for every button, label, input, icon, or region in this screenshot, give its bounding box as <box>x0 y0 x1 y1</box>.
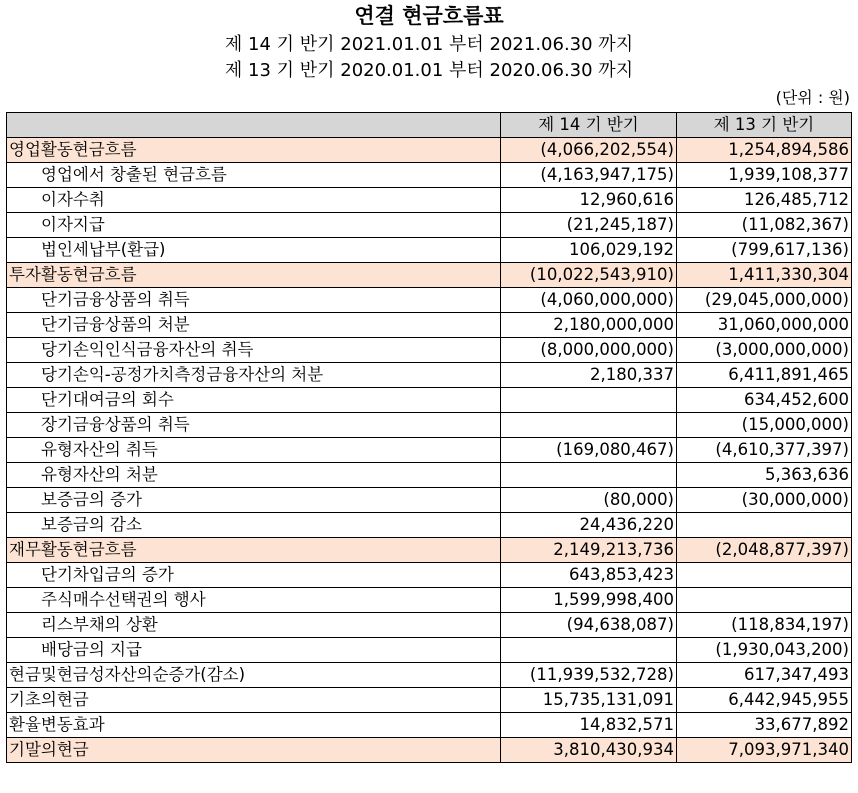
value-period-13: 31,060,000,000 <box>677 313 852 338</box>
row-label: 장기금융상품의 취득 <box>7 413 501 438</box>
row-label: 이자수취 <box>7 188 501 213</box>
table-row <box>7 238 852 263</box>
header-period-14: 제 14 기 반기 <box>501 113 677 138</box>
value-period-13: 33,677,892 <box>677 713 852 738</box>
value-period-13 <box>677 513 852 538</box>
table-body <box>7 138 852 763</box>
table-row <box>7 213 852 238</box>
value-period-14: (4,163,947,175) <box>501 163 677 188</box>
value-period-14: 24,436,220 <box>501 513 677 538</box>
header-period-13: 제 13 기 반기 <box>677 113 852 138</box>
value-period-14: (4,066,202,554) <box>501 138 677 163</box>
row-label: 기말의현금 <box>7 738 501 763</box>
table-row <box>7 638 852 663</box>
row-label: 보증금의 증가 <box>7 488 501 513</box>
row-label: 재무활동현금흐름 <box>7 538 501 563</box>
period-prior: 제 13 기 반기 2020.01.01 부터 2020.06.30 까지 <box>224 60 634 81</box>
period-current: 제 14 기 반기 2021.01.01 부터 2021.06.30 까지 <box>224 34 634 55</box>
row-label: 이자지급 <box>7 213 501 238</box>
row-label: 영업에서 창출된 현금흐름 <box>7 163 501 188</box>
value-period-14: 2,149,213,736 <box>501 538 677 563</box>
statement-title: 연결 현금흐름표 <box>354 4 504 28</box>
row-label: 보증금의 감소 <box>7 513 501 538</box>
value-period-14: 3,810,430,934 <box>501 738 677 763</box>
row-label: 단기대여금의 회수 <box>7 388 501 413</box>
row-label: 당기손익-공정가치측정금융자산의 처분 <box>7 363 501 388</box>
value-period-13: (1,930,043,200) <box>677 638 852 663</box>
table-row <box>7 338 852 363</box>
table-row <box>7 588 852 613</box>
value-period-14: (169,080,467) <box>501 438 677 463</box>
table-row <box>7 138 852 163</box>
value-period-14 <box>501 388 677 413</box>
value-period-13: 634,452,600 <box>677 388 852 413</box>
row-label: 투자활동현금흐름 <box>7 263 501 288</box>
value-period-13: 126,485,712 <box>677 188 852 213</box>
value-period-13: 617,347,493 <box>677 663 852 688</box>
table-row <box>7 688 852 713</box>
table-row <box>7 563 852 588</box>
table-row <box>7 488 852 513</box>
table-row <box>7 288 852 313</box>
row-label: 환율변동효과 <box>7 713 501 738</box>
value-period-14: (80,000) <box>501 488 677 513</box>
value-period-14: (21,245,187) <box>501 213 677 238</box>
value-period-13: 6,442,945,955 <box>677 688 852 713</box>
value-period-14: (8,000,000,000) <box>501 338 677 363</box>
table-row <box>7 188 852 213</box>
value-period-13: 7,093,971,340 <box>677 738 852 763</box>
row-label: 유형자산의 처분 <box>7 463 501 488</box>
value-period-14: 2,180,000,000 <box>501 313 677 338</box>
table-row <box>7 513 852 538</box>
value-period-14: 643,853,423 <box>501 563 677 588</box>
value-period-13: (799,617,136) <box>677 238 852 263</box>
value-period-13 <box>677 563 852 588</box>
value-period-14: (94,638,087) <box>501 613 677 638</box>
table-row <box>7 313 852 338</box>
value-period-14: 1,599,998,400 <box>501 588 677 613</box>
value-period-13: 1,254,894,586 <box>677 138 852 163</box>
table-header-row <box>7 113 852 138</box>
value-period-13: 6,411,891,465 <box>677 363 852 388</box>
table-row <box>7 388 852 413</box>
table-row <box>7 713 852 738</box>
table-row <box>7 413 852 438</box>
row-label: 단기금융상품의 취득 <box>7 288 501 313</box>
header-item <box>7 113 501 138</box>
value-period-13: (11,082,367) <box>677 213 852 238</box>
value-period-14: 14,832,571 <box>501 713 677 738</box>
table-row <box>7 613 852 638</box>
row-label: 단기차입금의 증가 <box>7 563 501 588</box>
value-period-14: 106,029,192 <box>501 238 677 263</box>
row-label: 배당금의 지급 <box>7 638 501 663</box>
value-period-13: 5,363,636 <box>677 463 852 488</box>
value-period-14: 12,960,616 <box>501 188 677 213</box>
value-period-13: (3,000,000,000) <box>677 338 852 363</box>
unit-label: (단위 : 원) <box>775 88 850 107</box>
value-period-14 <box>501 413 677 438</box>
value-period-14: 2,180,337 <box>501 363 677 388</box>
value-period-14: 15,735,131,091 <box>501 688 677 713</box>
value-period-13: 1,411,330,304 <box>677 263 852 288</box>
value-period-13: 1,939,108,377 <box>677 163 852 188</box>
value-period-13: (29,045,000,000) <box>677 288 852 313</box>
row-label: 현금및현금성자산의순증가(감소) <box>7 663 501 688</box>
value-period-14: (4,060,000,000) <box>501 288 677 313</box>
table-row <box>7 263 852 288</box>
table-row <box>7 463 852 488</box>
row-label: 법인세납부(환급) <box>7 238 501 263</box>
value-period-14 <box>501 638 677 663</box>
value-period-14: (10,022,543,910) <box>501 263 677 288</box>
value-period-13: (15,000,000) <box>677 413 852 438</box>
value-period-14: (11,939,532,728) <box>501 663 677 688</box>
table-row <box>7 538 852 563</box>
row-label: 당기손익인식금융자산의 취득 <box>7 338 501 363</box>
row-label: 단기금융상품의 처분 <box>7 313 501 338</box>
table-row <box>7 738 852 763</box>
row-label: 리스부채의 상환 <box>7 613 501 638</box>
table-row <box>7 363 852 388</box>
value-period-13: (118,834,197) <box>677 613 852 638</box>
row-label: 주식매수선택권의 행사 <box>7 588 501 613</box>
row-label: 영업활동현금흐름 <box>7 138 501 163</box>
table-row <box>7 438 852 463</box>
value-period-13: (4,610,377,397) <box>677 438 852 463</box>
row-label: 유형자산의 취득 <box>7 438 501 463</box>
table-row <box>7 663 852 688</box>
row-label: 기초의현금 <box>7 688 501 713</box>
value-period-14 <box>501 463 677 488</box>
value-period-13 <box>677 588 852 613</box>
value-period-13: (30,000,000) <box>677 488 852 513</box>
cash-flow-table <box>6 112 852 763</box>
table-row <box>7 163 852 188</box>
value-period-13: (2,048,877,397) <box>677 538 852 563</box>
